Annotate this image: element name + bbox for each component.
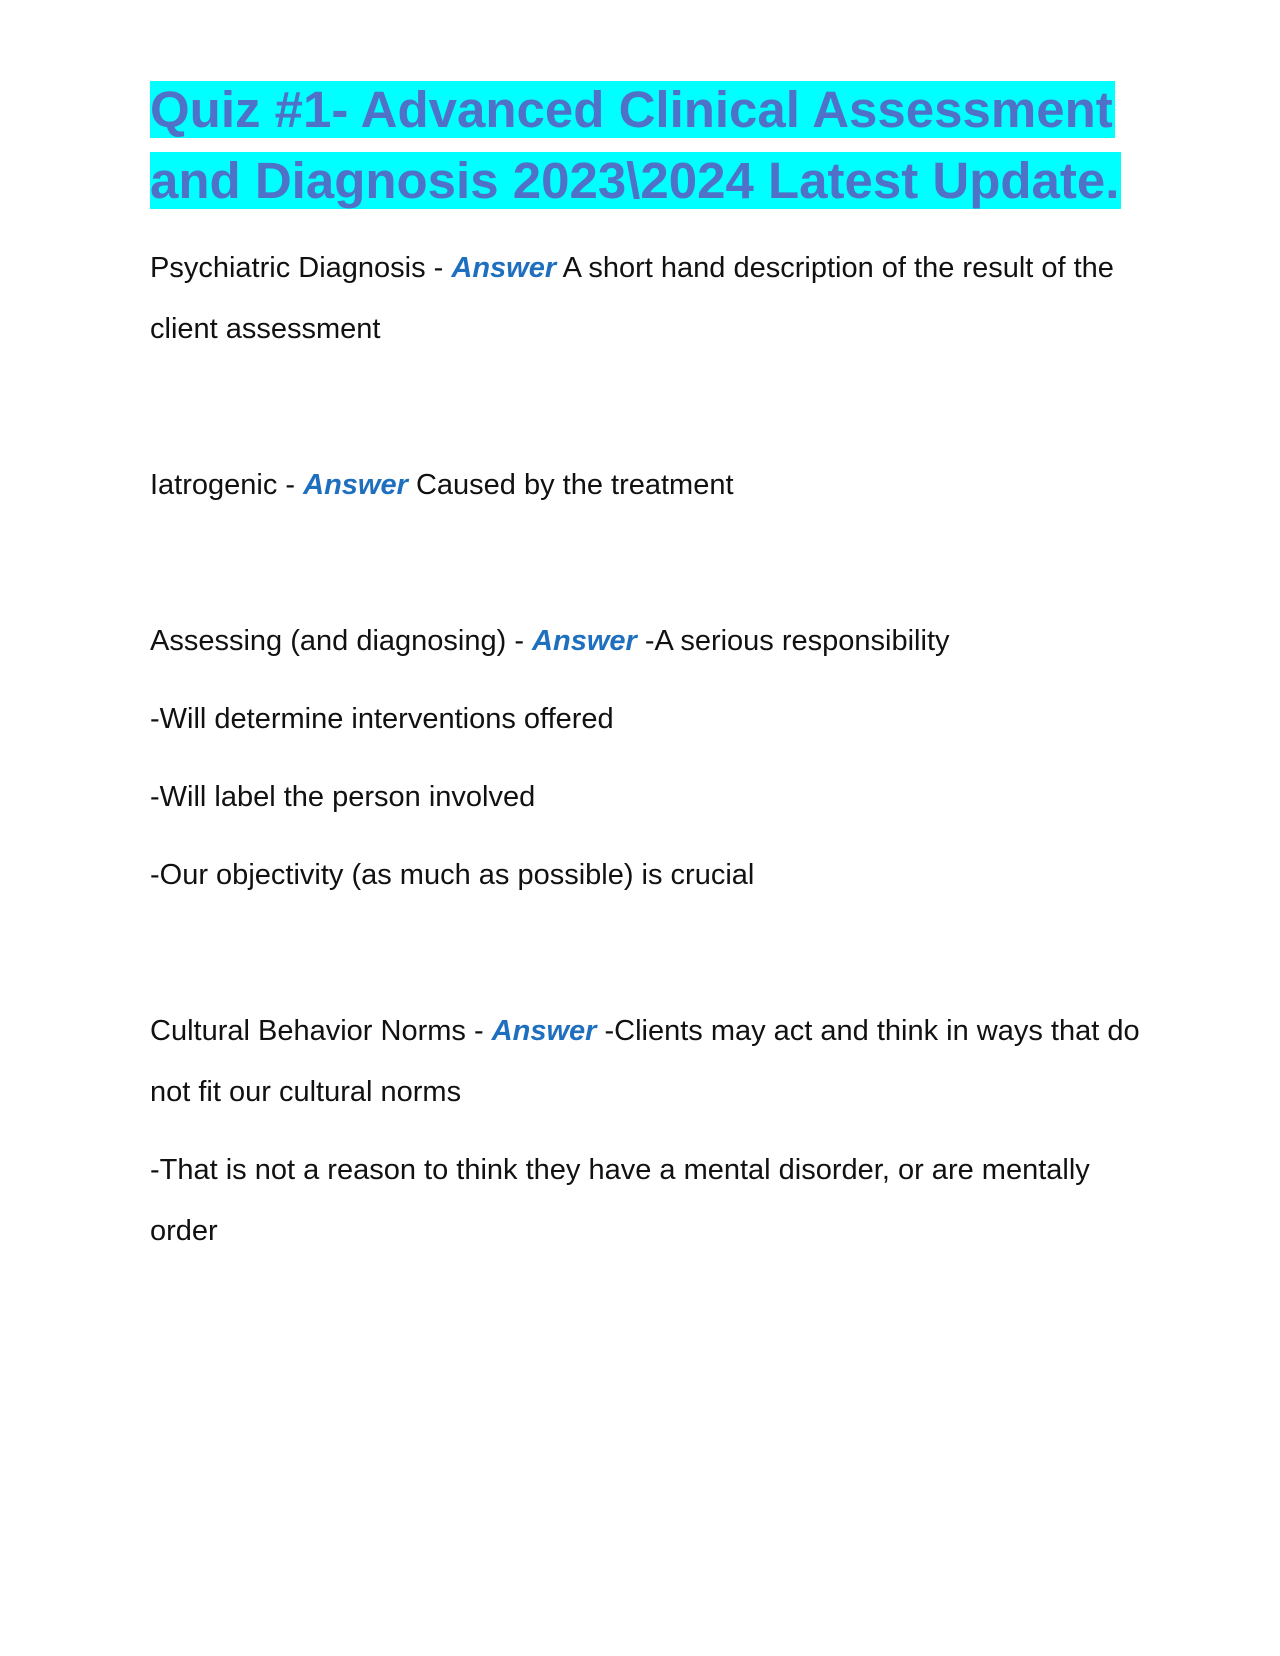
entry-assessing: [150, 611, 1140, 672]
entry-definition: Caused by the treatment: [407, 469, 734, 501]
entry-definition: -Clients may act and think in ways that do not fit our cultural norms: [150, 1015, 1140, 1108]
document-title: [150, 74, 1140, 216]
spacer: [150, 923, 1140, 1001]
answer-label: Answer: [532, 625, 637, 657]
entry-bullet: -Will label the person involved: [150, 781, 536, 813]
entry-term: Iatrogenic -: [150, 469, 304, 501]
spacer: [150, 533, 1140, 611]
entry-cultural-behavior-norms: [150, 1001, 1140, 1123]
entry-term: Assessing (and diagnosing) -: [150, 625, 533, 657]
entry-term: Cultural Behavior Norms -: [150, 1015, 492, 1047]
title-highlight: Quiz #1- Advanced Clinical Assessment and Diagnosis 2023\2024 Latest Update.: [150, 81, 1120, 209]
entry-definition: A short hand description of the result of the client assessment: [150, 252, 1114, 345]
entry-definition: -A serious responsibility: [636, 625, 950, 657]
spacer: [150, 377, 1140, 455]
entry-bullet: -That is not a reason to think they have a mental disorder, or are mentally order: [150, 1154, 1090, 1247]
answer-label: Answer: [451, 252, 557, 284]
document-page: [150, 74, 1140, 1279]
entry-bullet: -Our objectivity (as much as possible) is crucial: [150, 859, 755, 891]
entry-bullet: -Will determine interventions offered: [150, 703, 614, 735]
answer-label: Answer: [303, 469, 408, 501]
entry-iatrogenic: [150, 455, 1140, 516]
answer-label: Answer: [491, 1015, 597, 1047]
entry-psychiatric-diagnosis: [150, 238, 1140, 360]
entry-term: Psychiatric Diagnosis -: [150, 252, 452, 284]
